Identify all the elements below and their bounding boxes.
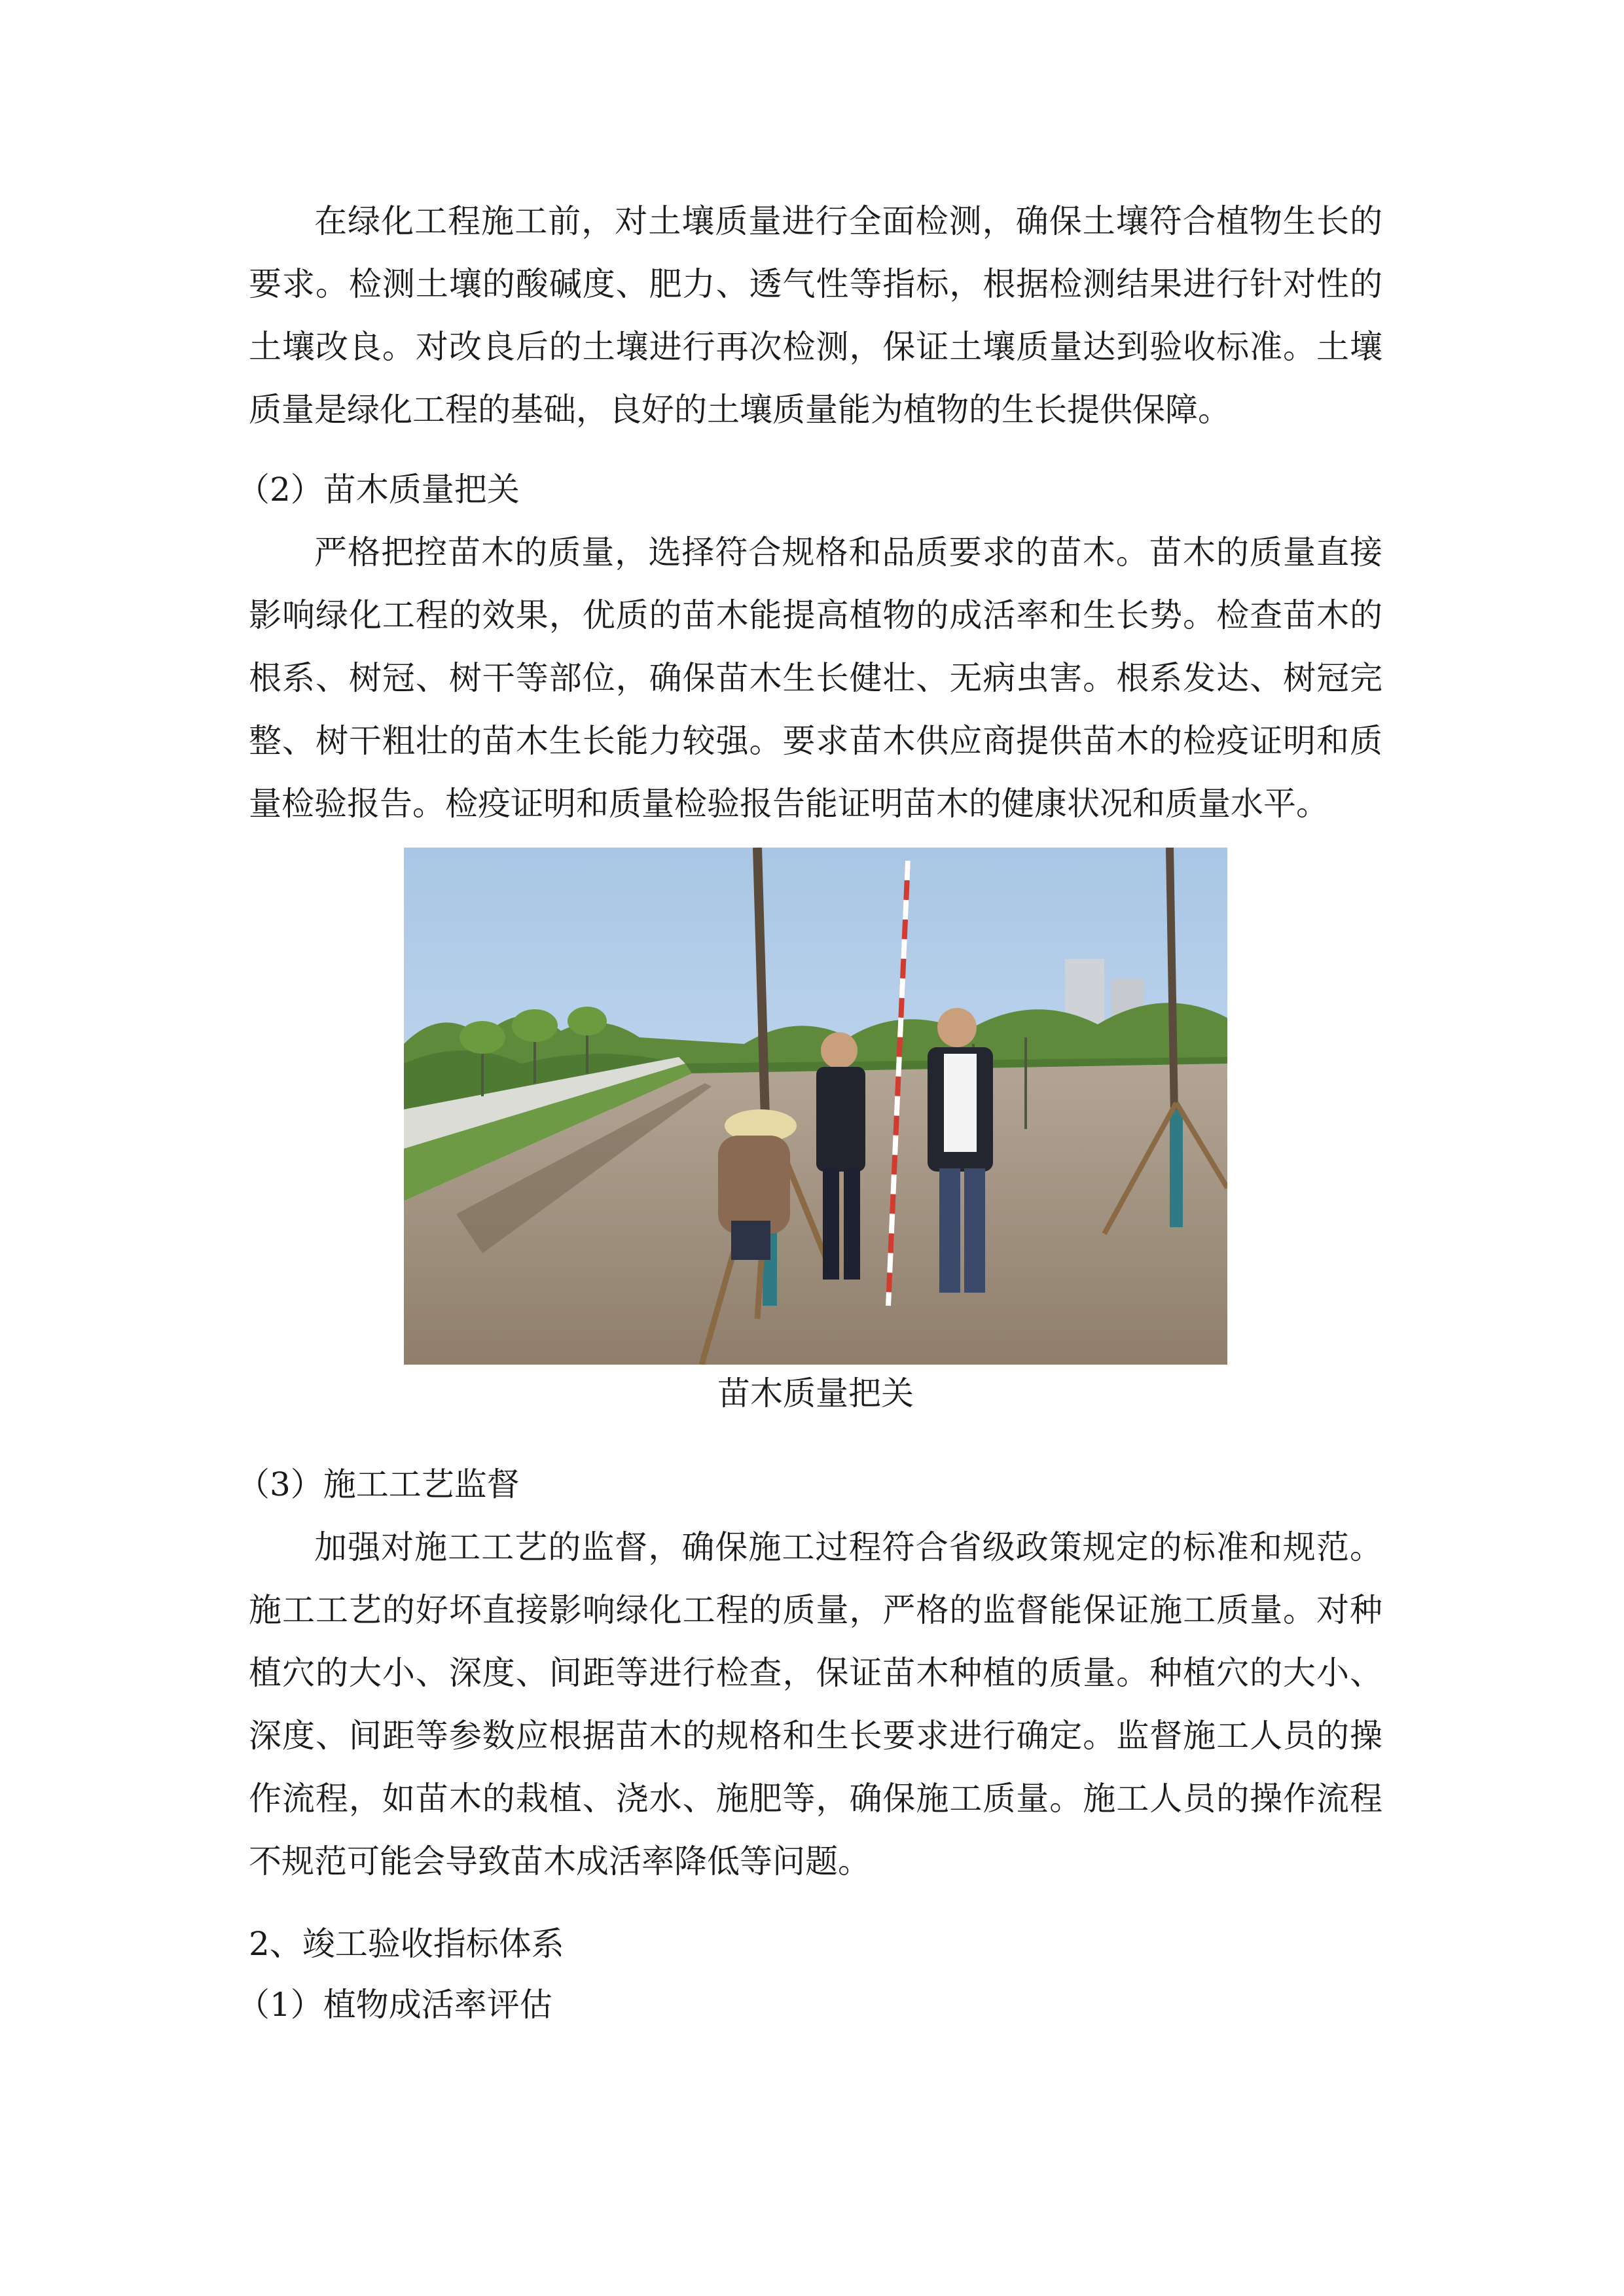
heading-survival-rate: （1）植物成活率评估	[237, 1986, 552, 2024]
paragraph-construction-process: 加强对施工工艺的监督，确保施工过程符合省级政策规定的标准和规范。施工工艺的好坏直接影响绿化工程的质量，严格的监督能保证施工质量。对种植穴的大小、深度、间距等进行检查，保证苗木种植的质量。种植穴的大小、深度、间距等参数应根据苗木的规格和生长要求进行确定。监督施工人员的操作流程，如苗木的栽植、浇水、施肥等，确保施工质量。施工人员的操作流程不规范可能会导致苗木成活率降低等问题。	[249, 1528, 1382, 1880]
figure-photo-seedling-inspection	[404, 848, 1227, 1365]
photo-illustration	[404, 848, 1227, 1365]
heading-construction-process: （3）施工工艺监督	[237, 1465, 520, 1503]
paragraph-soil-testing: 在绿化工程施工前，对土壤质量进行全面检测，确保土壤符合植物生长的要求。检测土壤的酸碱度、肥力、透气性等指标，根据检测结果进行针对性的土壤改良。对改良后的土壤进行再次检测，保证土壤质量达到验收标准。土壤质量是绿化工程的基础，良好的土壤质量能为植物的生长提供保障。	[249, 202, 1382, 429]
heading-seedling-quality: （2）苗木质量把关	[237, 471, 520, 509]
paragraph-seedling-quality: 严格把控苗木的质量，选择符合规格和品质要求的苗木。苗木的质量直接影响绿化工程的效果，优质的苗木能提高植物的成活率和生长势。检查苗木的根系、树冠、树干等部位，确保苗木生长健壮、无病虫害。根系发达、树冠完整、树干粗壮的苗木生长能力较强。要求苗木供应商提供苗木的检疫证明和质量检验报告。检疫证明和质量检验报告能证明苗木的健康状况和质量水平。	[249, 533, 1382, 823]
heading-acceptance-system: 2、竣工验收指标体系	[249, 1925, 564, 1963]
figure-caption: 苗木质量把关	[717, 1374, 914, 1412]
